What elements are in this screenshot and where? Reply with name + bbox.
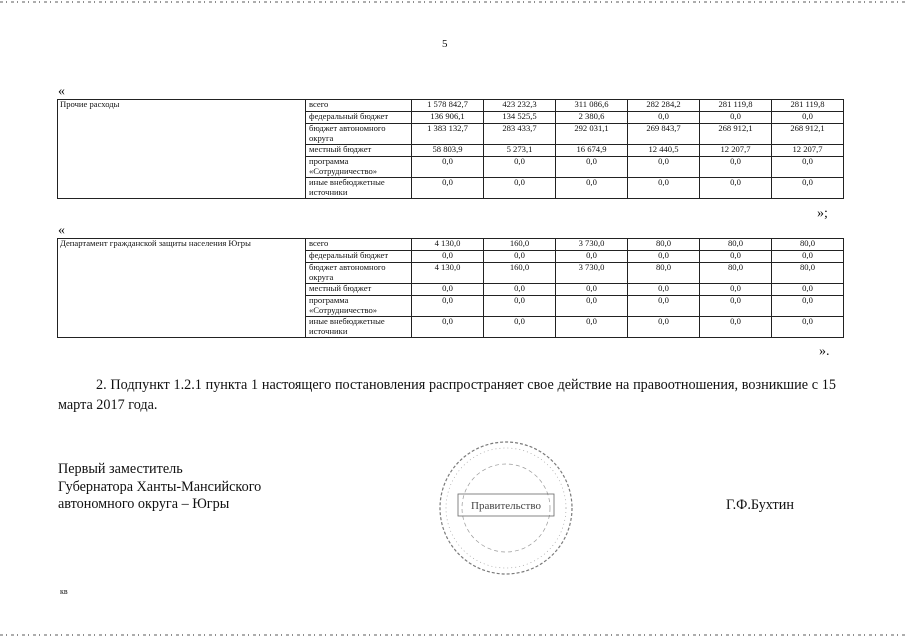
- category-cell: иные внебюджетные источники: [306, 178, 412, 199]
- value-cell: 0,0: [484, 317, 556, 338]
- value-cell: 268 912,1: [772, 124, 844, 145]
- department-cell: Департамент гражданской защиты населения Югры: [58, 239, 306, 338]
- scan-edge-top: [0, 1, 905, 3]
- department-cell: Прочие расходы: [58, 100, 306, 199]
- value-cell: 4 130,0: [412, 239, 484, 251]
- value-cell: 0,0: [700, 296, 772, 317]
- category-cell: местный бюджет: [306, 284, 412, 296]
- value-cell: 0,0: [700, 178, 772, 199]
- value-cell: 423 232,3: [484, 100, 556, 112]
- page-number: 5: [442, 38, 448, 50]
- value-cell: 0,0: [772, 178, 844, 199]
- value-cell: 1 383 132,7: [412, 124, 484, 145]
- value-cell: 80,0: [628, 263, 700, 284]
- value-cell: 0,0: [556, 157, 628, 178]
- value-cell: 0,0: [700, 284, 772, 296]
- value-cell: 0,0: [412, 178, 484, 199]
- value-cell: 58 803,9: [412, 145, 484, 157]
- value-cell: 283 433,7: [484, 124, 556, 145]
- value-cell: 0,0: [628, 157, 700, 178]
- value-cell: 80,0: [628, 239, 700, 251]
- value-cell: 0,0: [628, 178, 700, 199]
- value-cell: 0,0: [484, 157, 556, 178]
- category-cell: местный бюджет: [306, 145, 412, 157]
- value-cell: 3 730,0: [556, 239, 628, 251]
- value-cell: 0,0: [484, 178, 556, 199]
- value-cell: 0,0: [412, 296, 484, 317]
- value-cell: 0,0: [700, 251, 772, 263]
- value-cell: 0,0: [772, 317, 844, 338]
- value-cell: 3 730,0: [556, 263, 628, 284]
- category-cell: всего: [306, 100, 412, 112]
- close-quote-period: ».: [819, 344, 830, 359]
- value-cell: 0,0: [484, 284, 556, 296]
- value-cell: 0,0: [628, 112, 700, 124]
- executor-initials: кв: [60, 587, 68, 596]
- category-cell: федеральный бюджет: [306, 112, 412, 124]
- value-cell: 134 525,5: [484, 112, 556, 124]
- value-cell: 12 207,7: [772, 145, 844, 157]
- paragraph-2: 2. Подпункт 1.2.1 пункта 1 настоящего постановления распространяет свое действие на правоотношения, возникшие с 15 марта 2017 года.: [58, 377, 836, 413]
- value-cell: 0,0: [772, 251, 844, 263]
- value-cell: 0,0: [412, 284, 484, 296]
- value-cell: 281 119,8: [700, 100, 772, 112]
- open-quote: «: [58, 84, 65, 99]
- category-cell: бюджет автономного округа: [306, 124, 412, 145]
- value-cell: 1 578 842,7: [412, 100, 484, 112]
- category-cell: всего: [306, 239, 412, 251]
- value-cell: 292 031,1: [556, 124, 628, 145]
- value-cell: 160,0: [484, 239, 556, 251]
- value-cell: 160,0: [484, 263, 556, 284]
- value-cell: 2 380,6: [556, 112, 628, 124]
- value-cell: 80,0: [700, 239, 772, 251]
- value-cell: 0,0: [772, 284, 844, 296]
- value-cell: 0,0: [556, 296, 628, 317]
- value-cell: 80,0: [700, 263, 772, 284]
- table-row: [58, 100, 844, 112]
- scan-edge-bottom: [0, 634, 905, 636]
- value-cell: 80,0: [772, 239, 844, 251]
- value-cell: 0,0: [556, 317, 628, 338]
- signer-name: Г.Ф.Бухтин: [726, 497, 794, 513]
- value-cell: 0,0: [556, 251, 628, 263]
- value-cell: 0,0: [700, 317, 772, 338]
- value-cell: 80,0: [772, 263, 844, 284]
- value-cell: 5 273,1: [484, 145, 556, 157]
- table-row: [58, 239, 844, 251]
- category-cell: бюджет автономного округа: [306, 263, 412, 284]
- value-cell: 0,0: [628, 296, 700, 317]
- category-cell: программа «Сотрудничество»: [306, 296, 412, 317]
- value-cell: 0,0: [412, 251, 484, 263]
- seal-text: Правительство: [471, 500, 541, 512]
- value-cell: 0,0: [700, 157, 772, 178]
- value-cell: 4 130,0: [412, 263, 484, 284]
- value-cell: 12 440,5: [628, 145, 700, 157]
- value-cell: 0,0: [484, 251, 556, 263]
- value-cell: 16 674,9: [556, 145, 628, 157]
- signer-block: [58, 461, 261, 514]
- value-cell: 136 906,1: [412, 112, 484, 124]
- value-cell: 311 086,6: [556, 100, 628, 112]
- value-cell: 0,0: [772, 157, 844, 178]
- value-cell: 0,0: [628, 251, 700, 263]
- value-cell: 0,0: [628, 284, 700, 296]
- value-cell: 281 119,8: [772, 100, 844, 112]
- signer-line: Губернатора Ханты-Мансийского: [58, 478, 262, 495]
- value-cell: 0,0: [556, 284, 628, 296]
- value-cell: 12 207,7: [700, 145, 772, 157]
- official-seal: [436, 438, 576, 578]
- value-cell: 0,0: [772, 296, 844, 317]
- value-cell: 0,0: [556, 178, 628, 199]
- category-cell: иные внебюджетные источники: [306, 317, 412, 338]
- value-cell: 0,0: [628, 317, 700, 338]
- signer-line: Первый заместитель: [58, 461, 183, 477]
- value-cell: 0,0: [412, 157, 484, 178]
- value-cell: 0,0: [772, 112, 844, 124]
- value-cell: 268 912,1: [700, 124, 772, 145]
- value-cell: 0,0: [484, 296, 556, 317]
- category-cell: программа «Сотрудничество»: [306, 157, 412, 178]
- close-quote-semicolon: »;: [817, 206, 828, 221]
- open-quote: «: [58, 223, 65, 238]
- value-cell: 282 284,2: [628, 100, 700, 112]
- value-cell: 0,0: [412, 317, 484, 338]
- value-cell: 269 843,7: [628, 124, 700, 145]
- budget-table-civil-defense: [57, 238, 844, 338]
- budget-table-other-expenses: [57, 99, 844, 199]
- signer-line: автономного округа – Югры: [58, 496, 230, 512]
- category-cell: федеральный бюджет: [306, 251, 412, 263]
- value-cell: 0,0: [700, 112, 772, 124]
